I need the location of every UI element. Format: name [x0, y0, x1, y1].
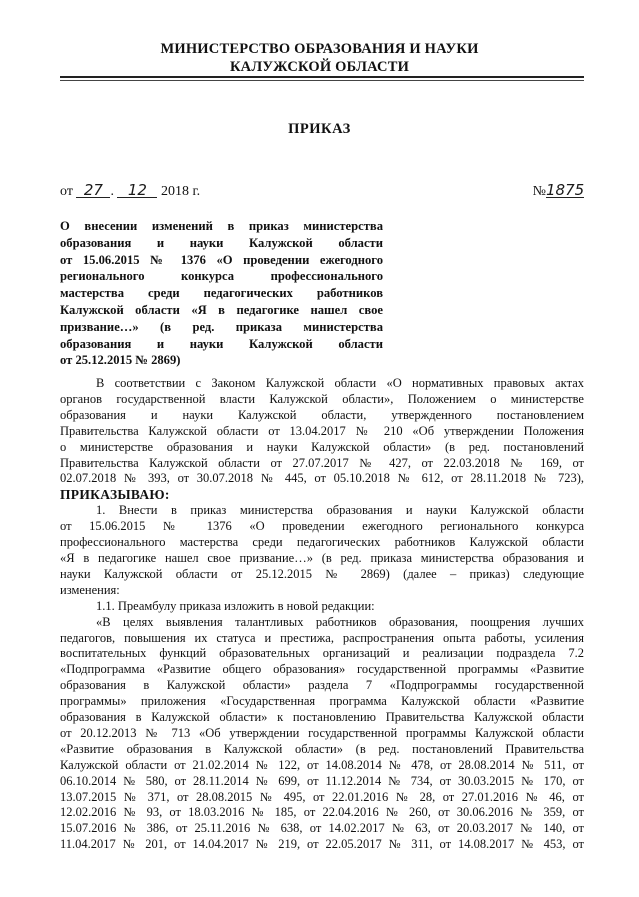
body-line: образования в Калужской области» к постановлению Правительства Калужской области [60, 710, 584, 725]
body-line: педагогов, повышения их статуса и престижа, распространения опыта работы, усиления [60, 630, 584, 645]
body-line: изменения: [60, 582, 120, 597]
body-line: 11.04.2017 № 201, от 14.04.2017 № 219, от 22.05.2017 № 311, от 14.08.2017 № 453, от [60, 837, 584, 852]
body-line: 12.02.2016 № 93, от 18.03.2016 № 185, от 22.04.2016 № 260, от 30.06.2016 № 359, от [60, 805, 584, 820]
body-line: Правительства Калужской области от 13.04.2017 № 210 «Об утверждении Положения [60, 423, 584, 438]
subject-line: образования и науки Калужской области [60, 336, 383, 351]
number-value: 1875 [546, 181, 585, 199]
body-line: 06.10.2014 № 580, от 28.11.2014 № 699, от 11.12.2014 № 734, от 30.03.2015 № 170, от [60, 773, 584, 788]
order-number [533, 181, 584, 200]
order-date: от 27 . 12 2018 г. [60, 181, 201, 199]
number-prefix: № [532, 184, 546, 199]
body-line: Правительства Калужской области от 27.07.2017 № 427, от 22.03.2018 № 169, от [60, 455, 584, 470]
body-line: органов государственной власти Калужской области», Положением о министерстве [60, 391, 584, 406]
subject-line: О внесении изменений в приказ министерства [60, 219, 383, 233]
body-line: 1.1. Преамбулу приказа изложить в новой редакции: [96, 598, 375, 613]
body-line: «В целях выявления талантливых работников образования, поощрения лучших [96, 614, 584, 629]
body-line: программы» приложения «Государственная программа Калужской области «Развитие [60, 694, 584, 709]
body-line: образования в Калужской области» раздела 7 «Подпрограммы государственной [60, 678, 584, 693]
subject-line: от 15.06.2015 № 1376 «О проведении ежегодного [60, 252, 383, 267]
order-body [60, 376, 584, 853]
subject-line: призвание…» (в ред. приказа министерства [60, 319, 383, 334]
subject-line: Калужской области «Я в педагогике нашел свое [60, 302, 383, 317]
body-line: образования и науки Калужской области, утвержденного постановлением [60, 407, 584, 422]
body-line: воспитательных функций образовательных организаций и реализации подраздела 7.2 [60, 646, 584, 661]
subject-line: регионального конкурса профессионального [60, 269, 383, 284]
body-line: «Развитие образования в Калужской области» (в ред. постановлений Правительства [60, 741, 584, 756]
date-prefix: от [60, 184, 73, 199]
subject-line: от 25.12.2015 № 2869) [60, 353, 181, 368]
ministry-name-line1: МИНИСТЕРСТВО ОБРАЗОВАНИЯ И НАУКИ [160, 41, 479, 57]
body-line: 1. Внести в приказ министерства образования и науки Калужской области [96, 503, 584, 518]
body-line: профессионального мастерства среди педагогических работников Калужской области [60, 535, 584, 550]
order-subject [60, 218, 383, 369]
document-type-title: ПРИКАЗ [288, 121, 351, 137]
body-line: «Подпрограмма «Развитие общего образования» государственной программы «Развитие [60, 662, 584, 677]
body-line: о министерстве образования и науки Калужской области» (в ред. постановлений [60, 439, 584, 454]
body-line: 02.07.2018 № 393, от 30.07.2018 № 445, от 05.10.2018 № 612, от 28.11.2018 № 723), [60, 471, 584, 486]
subject-line: мастерства среди педагогических работников [60, 286, 383, 301]
subject-line: образования и науки Калужской области [60, 235, 383, 250]
body-line: «Я в педагогике нашел свое призвание…» (в ред. приказа министерства образования и [60, 550, 584, 565]
body-line: науки Калужской области от 25.12.2015 № 2869) (далее – приказ) следующие [60, 566, 584, 581]
body-line: Калужской области от 21.02.2014 № 122, от 14.08.2014 № 478, от 28.08.2014 № 511, от [60, 757, 584, 772]
body-line: 15.07.2016 № 386, от 25.11.2016 № 638, от 14.02.2017 № 63, от 20.03.2017 № 140, от [60, 821, 584, 836]
header-rule-thin [60, 80, 584, 81]
body-line: 13.07.2015 № 371, от 28.08.2015 № 495, от 22.01.2016 № 28, от 27.01.2016 № 46, от [60, 789, 584, 804]
body-line: от 15.06.2015 № 1376 «О проведении ежегодного регионального конкурса [60, 519, 584, 534]
body-line: от 20.12.2013 № 713 «Об утверждении государственной программы Калужской области [60, 725, 584, 740]
order-word: ПРИКАЗЫВАЮ: [60, 487, 170, 503]
letterhead [0, 40, 639, 76]
header-rule-thick [60, 76, 584, 78]
date-year: 2018 г. [160, 184, 201, 199]
date-day: 27 [76, 181, 110, 198]
date-month: 12 [117, 181, 157, 198]
body-line: В соответствии с Законом Калужской области «О нормативных правовых актах [96, 376, 584, 390]
ministry-name-line2: КАЛУЖСКОЙ ОБЛАСТИ [229, 59, 410, 75]
